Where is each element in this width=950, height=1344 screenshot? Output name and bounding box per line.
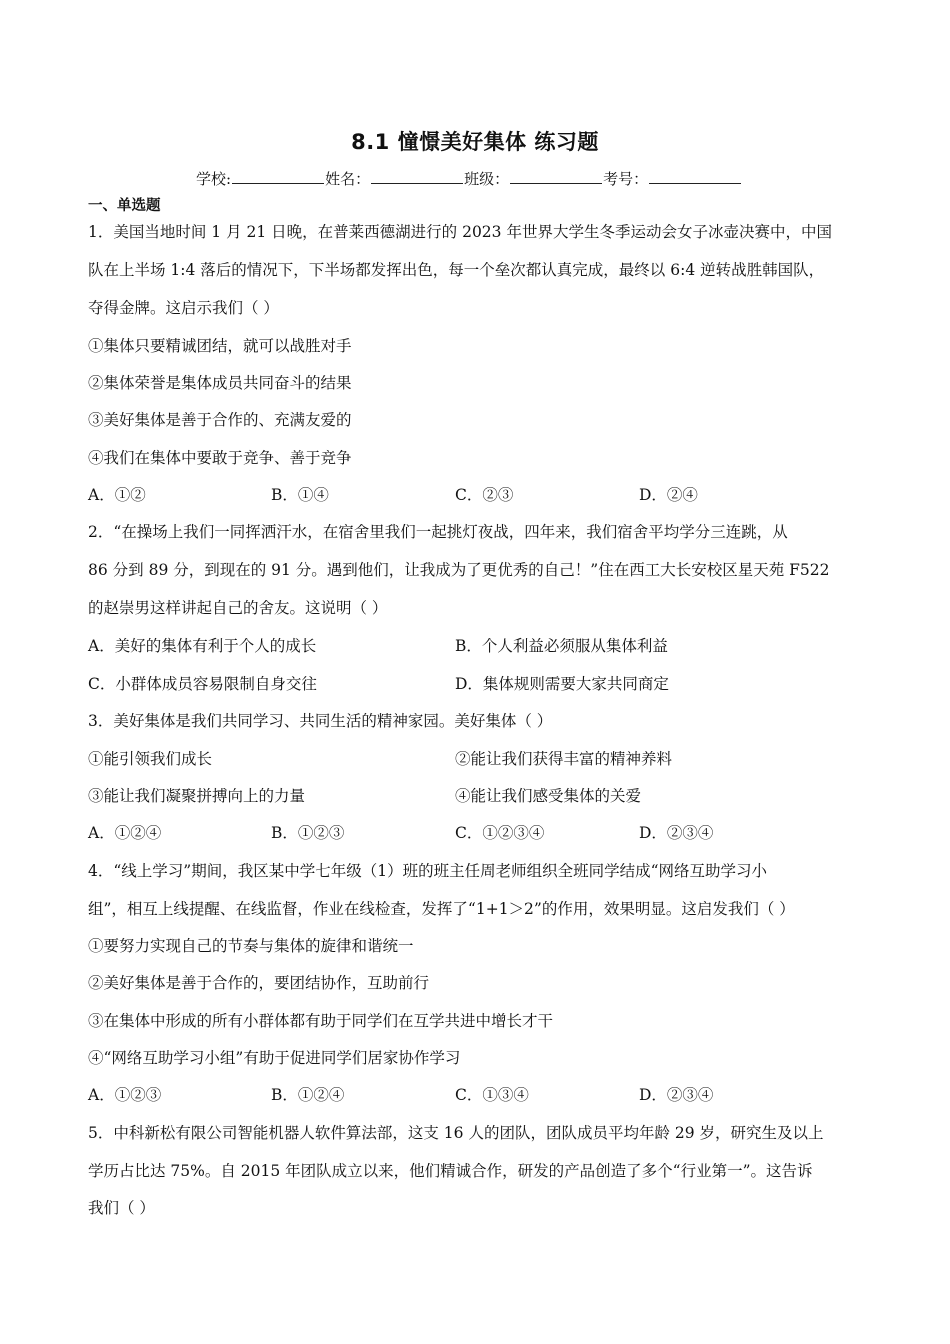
question-1-option-c[interactable]: C．②③ xyxy=(455,486,514,504)
question-4-statement-1: ①要努力实现自己的节奏与集体的旋律和谐统一 xyxy=(88,937,414,955)
question-5-line-3: 我们（ ） xyxy=(88,1199,155,1217)
question-4-option-c[interactable]: C．①③④ xyxy=(455,1086,529,1104)
page-title: 8.1 憧憬美好集体 练习题 xyxy=(351,130,599,154)
exam-number-label: 考号： xyxy=(603,170,649,188)
school-blank[interactable] xyxy=(232,169,324,184)
class-blank[interactable] xyxy=(510,169,602,184)
question-1-option-a[interactable]: A．①② xyxy=(88,486,146,504)
question-2-line-1: 2．“在操场上我们一同挥洒汗水，在宿舍里我们一起挑灯夜战，四年来，我们宿舍平均学分三连跳，从 xyxy=(88,523,788,541)
question-1-line-2: 队在上半场 1:4 落后的情况下，下半场都发挥出色，每一个垒次都认真完成，最终以 6:4 逆转战胜韩国队， xyxy=(88,261,825,279)
question-1-line-3: 夺得金牌。这启示我们（ ） xyxy=(88,299,279,317)
school-label: 学校: xyxy=(196,170,232,188)
question-2-option-d[interactable]: D．集体规则需要大家共同商定 xyxy=(455,675,669,693)
question-1-option-b[interactable]: B．①④ xyxy=(271,486,329,504)
question-5-line-1: 5．中科新松有限公司智能机器人软件算法部，这支 16 人的团队，团队成员平均年龄 29 岁，研究生及以上 xyxy=(88,1124,824,1142)
question-2-option-c[interactable]: C．小群体成员容易限制自身交往 xyxy=(88,675,317,693)
name-blank[interactable] xyxy=(371,169,463,184)
question-3-statement-4: ④能让我们感受集体的关爱 xyxy=(455,787,642,805)
question-2-line-2: 86 分到 89 分，到现在的 91 分。遇到他们，让我成为了更优秀的自己！”住在西工大长安校区星天苑 F522 xyxy=(88,561,830,579)
exam-number-blank[interactable] xyxy=(649,169,741,184)
question-1-statement-3: ③美好集体是善于合作的、充满友爱的 xyxy=(88,411,352,429)
question-2-option-a[interactable]: A．美好的集体有利于个人的成长 xyxy=(88,637,317,655)
question-3-statement-2: ②能让我们获得丰富的精神养料 xyxy=(455,750,673,768)
question-4-statement-4: ④“网络互助学习小组”有助于促进同学们居家协作学习 xyxy=(88,1049,461,1067)
question-3-line-1: 3．美好集体是我们共同学习、共同生活的精神家园。美好集体（ ） xyxy=(88,712,553,730)
question-4-line-2: 组”，相互上线提醒、在线监督，作业在线检查，发挥了“1+1＞2”的作用，效果明显。这启发我们（ ） xyxy=(88,900,795,918)
question-1-statement-2: ②集体荣誉是集体成员共同奋斗的结果 xyxy=(88,374,352,392)
question-4-statement-2: ②美好集体是善于合作的，要团结协作，互助前行 xyxy=(88,974,430,992)
question-4-statement-3: ③在集体中形成的所有小群体都有助于同学们在互学共进中增长才干 xyxy=(88,1012,554,1030)
question-1-line-1: 1．美国当地时间 1 月 21 日晚，在普莱西德湖进行的 2023 年世界大学生冬季运动会女子冰壶决赛中，中国 xyxy=(88,223,832,241)
question-4-option-a[interactable]: A．①②③ xyxy=(88,1086,162,1104)
question-5-line-2: 学历占比达 75%。自 2015 年团队成立以来，他们精诚合作，研发的产品创造了多个“行业第一”。这告诉 xyxy=(88,1162,813,1180)
question-4-option-b[interactable]: B．①②④ xyxy=(271,1086,345,1104)
question-2-option-b[interactable]: B．个人利益必须服从集体利益 xyxy=(455,637,668,655)
question-4-option-d[interactable]: D．②③④ xyxy=(639,1086,714,1104)
student-info-line xyxy=(196,168,742,189)
class-label: 班级： xyxy=(464,170,510,188)
question-1-statement-1: ①集体只要精诚团结，就可以战胜对手 xyxy=(88,337,352,355)
question-3-option-b[interactable]: B．①②③ xyxy=(271,824,345,842)
question-1-statement-4: ④我们在集体中要敢于竞争、善于竞争 xyxy=(88,449,352,467)
question-3-option-a[interactable]: A．①②④ xyxy=(88,824,162,842)
question-3-option-c[interactable]: C．①②③④ xyxy=(455,824,545,842)
question-3-statement-3: ③能让我们凝聚拼搏向上的力量 xyxy=(88,787,306,805)
section-heading: 一、单选题 xyxy=(88,198,161,214)
question-2-line-3: 的赵崇男这样讲起自己的舍友。这说明（ ） xyxy=(88,599,388,617)
question-3-option-d[interactable]: D．②③④ xyxy=(639,824,714,842)
question-4-line-1: 4．“线上学习”期间，我区某中学七年级（1）班的班主任周老师组织全班同学结成“网络互助学习小 xyxy=(88,862,767,880)
name-label: 姓名： xyxy=(325,170,371,188)
question-3-statement-1: ①能引领我们成长 xyxy=(88,750,213,768)
question-1-option-d[interactable]: D．②④ xyxy=(639,486,698,504)
